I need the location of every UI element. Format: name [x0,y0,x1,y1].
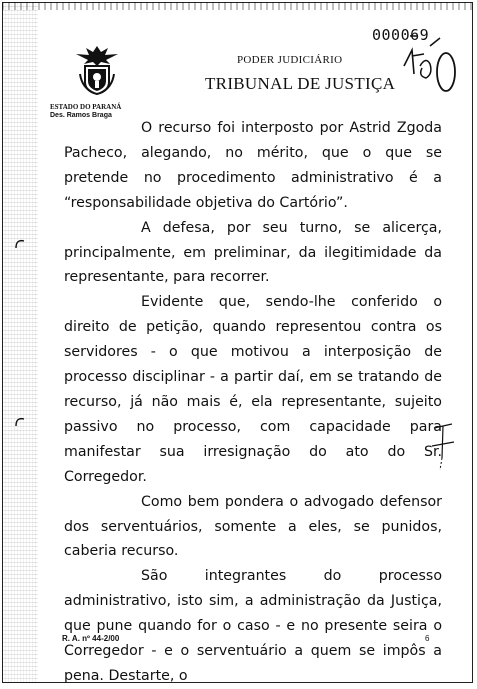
paragraph: Como bem pondera o advogado defensor dos serventuários, somente a eles, se punidos, caberia recurso. [64,493,442,560]
footer-reference: R. A. nº 44-2/00 [62,634,120,643]
parana-coat-of-arms-icon [72,44,122,96]
header-court-branch: PODER JUDICIÁRIO [237,54,343,66]
header-state: ESTADO DO PARANÁ [50,103,122,111]
margin-hook-mark-icon [14,238,26,250]
header-judge: Des. Ramos Braga [50,112,112,119]
footer-page-number: 6 [425,634,430,643]
scan-noise-strip [2,2,38,683]
margin-hook-mark-icon [14,416,26,428]
paragraph: A defesa, por seu turno, se alicerça, principalmente, em preliminar, da ilegitimidade da representante, para recorrer. [64,219,442,286]
scan-top-strip [2,2,473,10]
header-court-name: TRIBUNAL DE JUSTIÇA [205,74,396,93]
paragraph: São integrantes do processo administrativo, isto sim, a administração da Justiça, que pune quando for o caso - e no presente seira o Corregedor - e o serventuário a quem se impôs a pena. Destarte, o [64,568,442,684]
handwritten-initials-icon [400,32,464,98]
page-number-stamp: 000069 [372,26,430,44]
paragraph: O recurso foi interposto por Astrid Zgoda Pacheco, alegando, no mérito, que o que se pretende no procedimento administrativo é a “responsabilidade objetiva do Cartório”. [64,120,442,211]
paragraph: Evidente que, sendo-lhe conferido o direito de petição, quando representou contra os servidores - o que motivou a interposição de processo disciplinar - a partir daí, em se tratando de recurso, já não mais é, ela representante, sujeito passivo no processo, com capacidade para manifestar sua irresignação do ato do Sr. Corregedor. [64,294,442,485]
body-text [64,116,442,689]
